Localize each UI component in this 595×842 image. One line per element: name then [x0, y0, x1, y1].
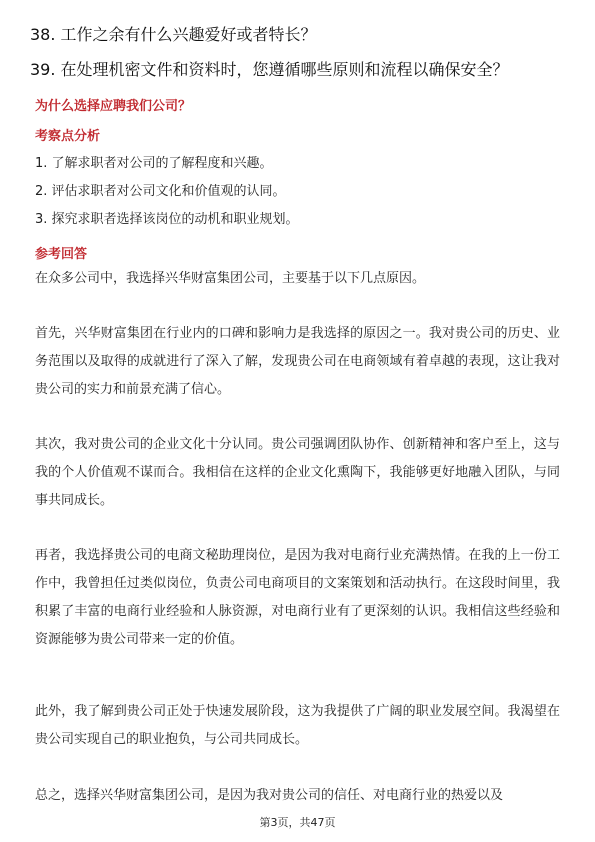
section-title: 为什么选择应聘我们公司？: [35, 99, 192, 114]
answer-paragraph: 首先，兴华财富集团在行业内的口碑和影响力是我选择的原因之一。我对贵公司的历史、业务范围以及取得的成就进行了深入了解，发现贵公司在电商领域有着卓越的表现，这让我对贵公司的实力和前景充满了信心。: [35, 326, 560, 397]
question-38: 38. 工作之余有什么兴趣爱好或者特长？: [30, 25, 317, 44]
answer-paragraph: 再者，我选择贵公司的电商文秘助理岗位，是因为我对电商行业充满热情。在我的上一份工作中，我曾担任过类似岗位，负责公司电商项目的文案策划和活动执行。在这段时间里，我积累了丰富的电商行业经验和人脉资源，对电商行业有了更深刻的认识。我相信这些经验和资源能够为贵公司带来一定的价值。: [35, 548, 560, 647]
analysis-heading: 考察点分析: [35, 129, 101, 144]
analysis-item: 3. 探究求职者选择该岗位的动机和职业规划。: [35, 212, 299, 227]
analysis-item: 2. 评估求职者对公司文化和价值观的认同。: [35, 184, 286, 199]
analysis-item: 1. 了解求职者对公司的了解程度和兴趣。: [35, 156, 273, 171]
question-39: 39. 在处理机密文件和资料时，您遵循哪些原则和流程以确保安全？: [30, 60, 509, 79]
answer-paragraph: 其次，我对贵公司的企业文化十分认同。贵公司强调团队协作、创新精神和客户至上，这与我的个人价值观不谋而合。我相信在这样的企业文化熏陶下，我能够更好地融入团队，与同事共同成长。: [35, 437, 560, 508]
answer-paragraph: 此外，我了解到贵公司正处于快速发展阶段，这为我提供了广阔的职业发展空间。我渴望在贵公司实现自己的职业抱负，与公司共同成长。: [35, 704, 560, 747]
page-number: 第3页，共47页: [259, 816, 336, 829]
answer-heading: 参考回答: [35, 247, 88, 262]
answer-paragraph: 在众多公司中，我选择兴华财富集团公司，主要基于以下几点原因。: [35, 271, 426, 286]
answer-paragraph: 总之，选择兴华财富集团公司，是因为我对贵公司的信任、对电商行业的热爱以及: [35, 788, 504, 803]
